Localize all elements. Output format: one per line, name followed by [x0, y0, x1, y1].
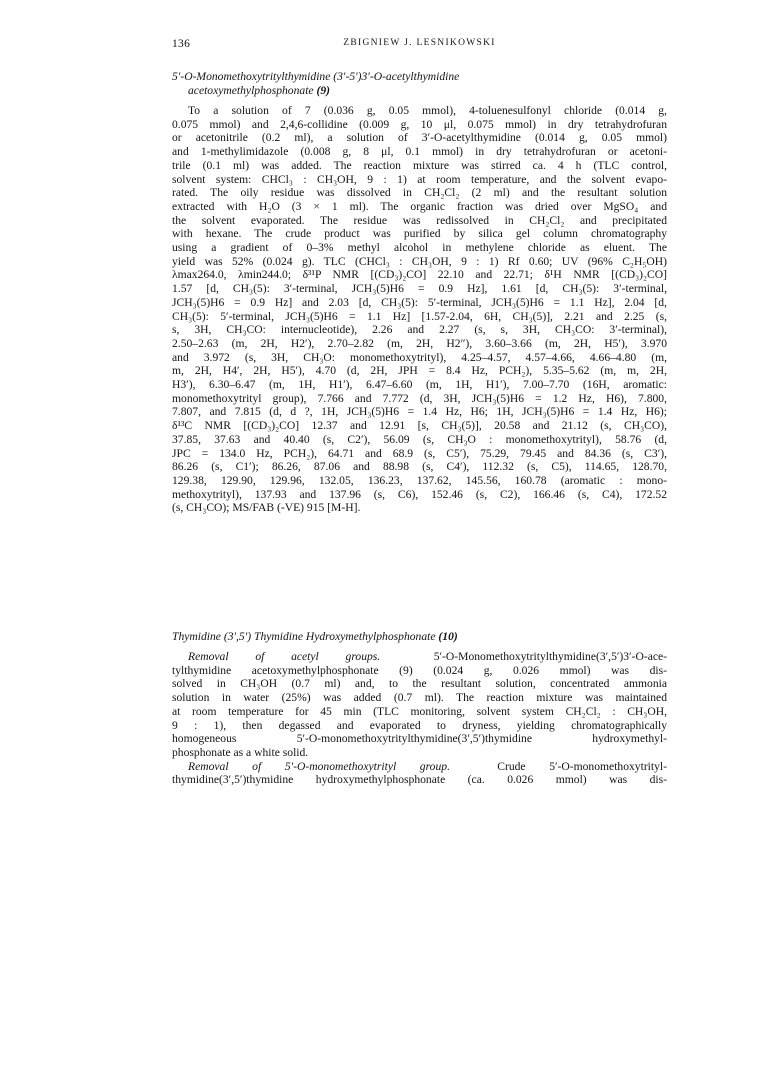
text-line: To a solution of 7 (0.036 g, 0.05 mmol), 4-toluenesulfonyl chloride (0.014 g, [188, 104, 667, 117]
text-line: JCH₃(5)H6 = 0.9 Hz] and 2.03 [d, CH₃(5): 5′-terminal, JCH₃(5)H6 = 1.1 Hz], 2.04 [d, [172, 295, 667, 309]
compound-number: (10) [438, 630, 458, 643]
text-line: solved in CH₃OH (0.7 ml) and, to the resultant solution, concentrated ammonia [172, 677, 667, 691]
text-line: and 3.972 (s, 3H, CH₃O: monomethoxytrityl), 4.25–4.57, 4.57–4.66, 4.66–4.80 (m, [172, 350, 667, 364]
text-line: at room temperature for 45 min (TLC monitoring, solvent system CH₂Cl₂ : CH₃OH, [172, 704, 667, 718]
text-line: trile (0.1 ml) was added. The reaction mixture was stirred ca. 4 h (TLC control, [172, 158, 667, 172]
text-line-rest: 5′-O-Monomethoxytritylthymidine(3′,5′)3′-O-ace- [433, 650, 667, 663]
paragraph-removal-acetyl [172, 650, 667, 760]
text-line: CH₃(5): 5′-terminal, JCH₃(5)H6 = 1.1 Hz] [1.57-2.04, 6H, CH₃(5)], 2.21 and 2.25 (s, [172, 309, 667, 323]
text-line: 2.50–2.63 (m, 2H, H2′), 2.70–2.82 (m, 2H, H2″), 3.60–3.66 (m, 2H, H5′), 3.970 [172, 336, 667, 350]
experimental-paragraph-compound-9 [172, 104, 667, 515]
text-line: 7.807, and 7.815 (d, d ?, 1H, JCH₃(5)H6 = 1.4 Hz, H6; 1H, JCH₃(5)H6 = 1.4 Hz, H6); [172, 405, 667, 419]
section-heading-line2 [172, 84, 667, 98]
text-line: solution in water (25%) was added (0.7 ml). The reaction mixture was maintained [172, 691, 667, 705]
text-line-rest: Crude 5′-O-monomethoxytrityl- [497, 759, 668, 773]
text-line: extracted with H₂O (3 × 1 ml). The organic fraction was dried over MgSO₄ and [172, 199, 667, 213]
text-line: solvent system: CHCl₃ : CH₃OH, 9 : 1) at room temperature, and the solvent evapo- [172, 172, 667, 186]
text-line: thymidine(3′,5′)thymidine hydroxymethylphosphonate (ca. 0.026 mmol) was dis- [172, 773, 667, 787]
text-line: 86.26 (s, C1′); 86.26, 87.06 and 88.98 (s, C4′), 112.32 (s, C5), 114.65, 128.70, [172, 460, 667, 474]
text-line [172, 760, 667, 774]
text-line: yield was 52% (0.024 g). TLC (CHCl₃ : CH₃OH, 9 : 1) Rf 0.60; UV (96% C₂H₅OH) [172, 254, 667, 268]
section-heading-line2-text: acetoxymethylphosphonate [188, 84, 314, 97]
paragraph-lead-in: Removal of acetyl groups. [188, 650, 381, 663]
text-line: 0.075 mmol) and 2,4,6-collidine (0.009 g, 10 μl, 0.075 mmol) in dry tetrahydrofuran [172, 117, 667, 131]
text-line: s, 3H, CH₃CO: internucleotide), 2.26 and 2.27 (s, s, 3H, CH₃CO: 3′-terminal), [172, 323, 667, 337]
text-line: tylthymidine acetoxymethylphosphonate (9) (0.024 g, 0.026 mmol) was dis- [172, 663, 667, 677]
text-line: methoxytrityl), 137.93 and 137.96 (s, C6), 152.46 (s, C2), 166.46 (s, C4), 172.52 [172, 487, 667, 501]
text-line: δ¹³C NMR [(CD₃)₂CO] 12.37 and 12.91 [s, CH₃(5)], 20.58 and 21.12 (s, CH₃CO), [172, 419, 667, 433]
page-number: 136 [172, 38, 191, 50]
text-line: and 1-methylimidazole (0.008 g, 8 μl, 0.1 mmol) in dry tetrahydrofuran or acetoni- [172, 145, 667, 159]
text-line: (s, CH₃CO); MS/FAB (-VE) 915 [M-H]. [172, 501, 361, 515]
paragraph-removal-mmtr [172, 760, 667, 787]
section-compound-10 [172, 630, 667, 787]
text-line: JPC = 134.0 Hz, PCH₂), 64.71 and 68.9 (s, C5′), 75.29, 79.45 and 84.36 (s, C3′), [172, 446, 667, 460]
text-line: H3′), 6.30–6.47 (m, 1H, H1′), 6.47–6.60 (m, 1H, H1′), 7.00–7.70 (16H, aromatic: [172, 378, 667, 392]
text-line: phosphonate as a white solid. [172, 745, 309, 759]
text-line: or acetonitrile (0.2 ml), a solution of 3′-O-acetylthymidine (0.014 g, 0.05 mmol) [172, 131, 667, 145]
running-head-author: ZBIGNIEW J. LESNIKOWSKI [343, 38, 496, 48]
running-head [172, 38, 667, 58]
journal-page [172, 38, 668, 787]
text-line: m, 2H, H4′, 2H, H5′), 4.70 (d, 2H, JPH = 8.4 Hz, PCH₂), 5.35–5.62 (m, m, 2H, [172, 364, 667, 378]
text-line: the solvent evaporated. The residue was redissolved in CH₂Cl₂ and precipitated [172, 213, 667, 227]
text-line: λmax264.0, λmin244.0; δ³¹P NMR [(CD₃)₂CO] 22.10 and 22.71; δ¹H NMR [(CD₃)₂CO] [172, 268, 667, 282]
text-line: 9 : 1), then degassed and evaporated to dryness, yielding chromatographically [172, 718, 667, 732]
text-line: using a gradient of 0–3% methyl alcohol in methylene chloride as eluent. The [172, 241, 667, 255]
section-heading-compound-9 [172, 70, 667, 98]
compound-number: (9) [316, 84, 330, 97]
text-line: rated. The oily residue was dissolved in CH₂Cl₂ (2 ml) and the resultant solution [172, 186, 667, 200]
text-line: 37.85, 37.63 and 40.40 (s, C2′), 56.09 (s, CH₃O : monomethoxytrityl), 58.76 (d, [172, 432, 667, 446]
text-line [172, 650, 667, 664]
text-line: with hexane. The crude product was purified by silica gel column chromatography [172, 227, 667, 241]
text-line: 1.57 [d, CH₃(5): 3′-terminal, JCH₃(5)H6 = 0.9 Hz], 1.61 [d, CH₃(5): 3′-terminal, [172, 282, 667, 296]
paragraph-lead-in: Removal of 5′-O-monomethoxytrityl group. [188, 759, 450, 773]
section-heading-text: Thymidine (3′,5′) Thymidine Hydroxymethylphosphonate [172, 630, 436, 643]
text-line: homogeneous 5′-O-monomethoxytritylthymidine(3′,5′)thymidine hydroxymethyl- [172, 732, 667, 746]
text-line: 129.38, 129.90, 129.96, 132.05, 136.23, 137.62, 145.56, 160.78 (aromatic : mono- [172, 473, 667, 487]
section-heading-compound-10 [172, 630, 667, 644]
section-heading-line1: 5′-O-Monomethoxytritylthymidine (3′-5′)3′-O-acetylthymidine [172, 70, 460, 83]
text-line: monomethoxytrityl group), 7.766 and 7.772 (d, 3H, JCH₃(5)H6 = 1.2 Hz, H6), 7.800, [172, 391, 667, 405]
